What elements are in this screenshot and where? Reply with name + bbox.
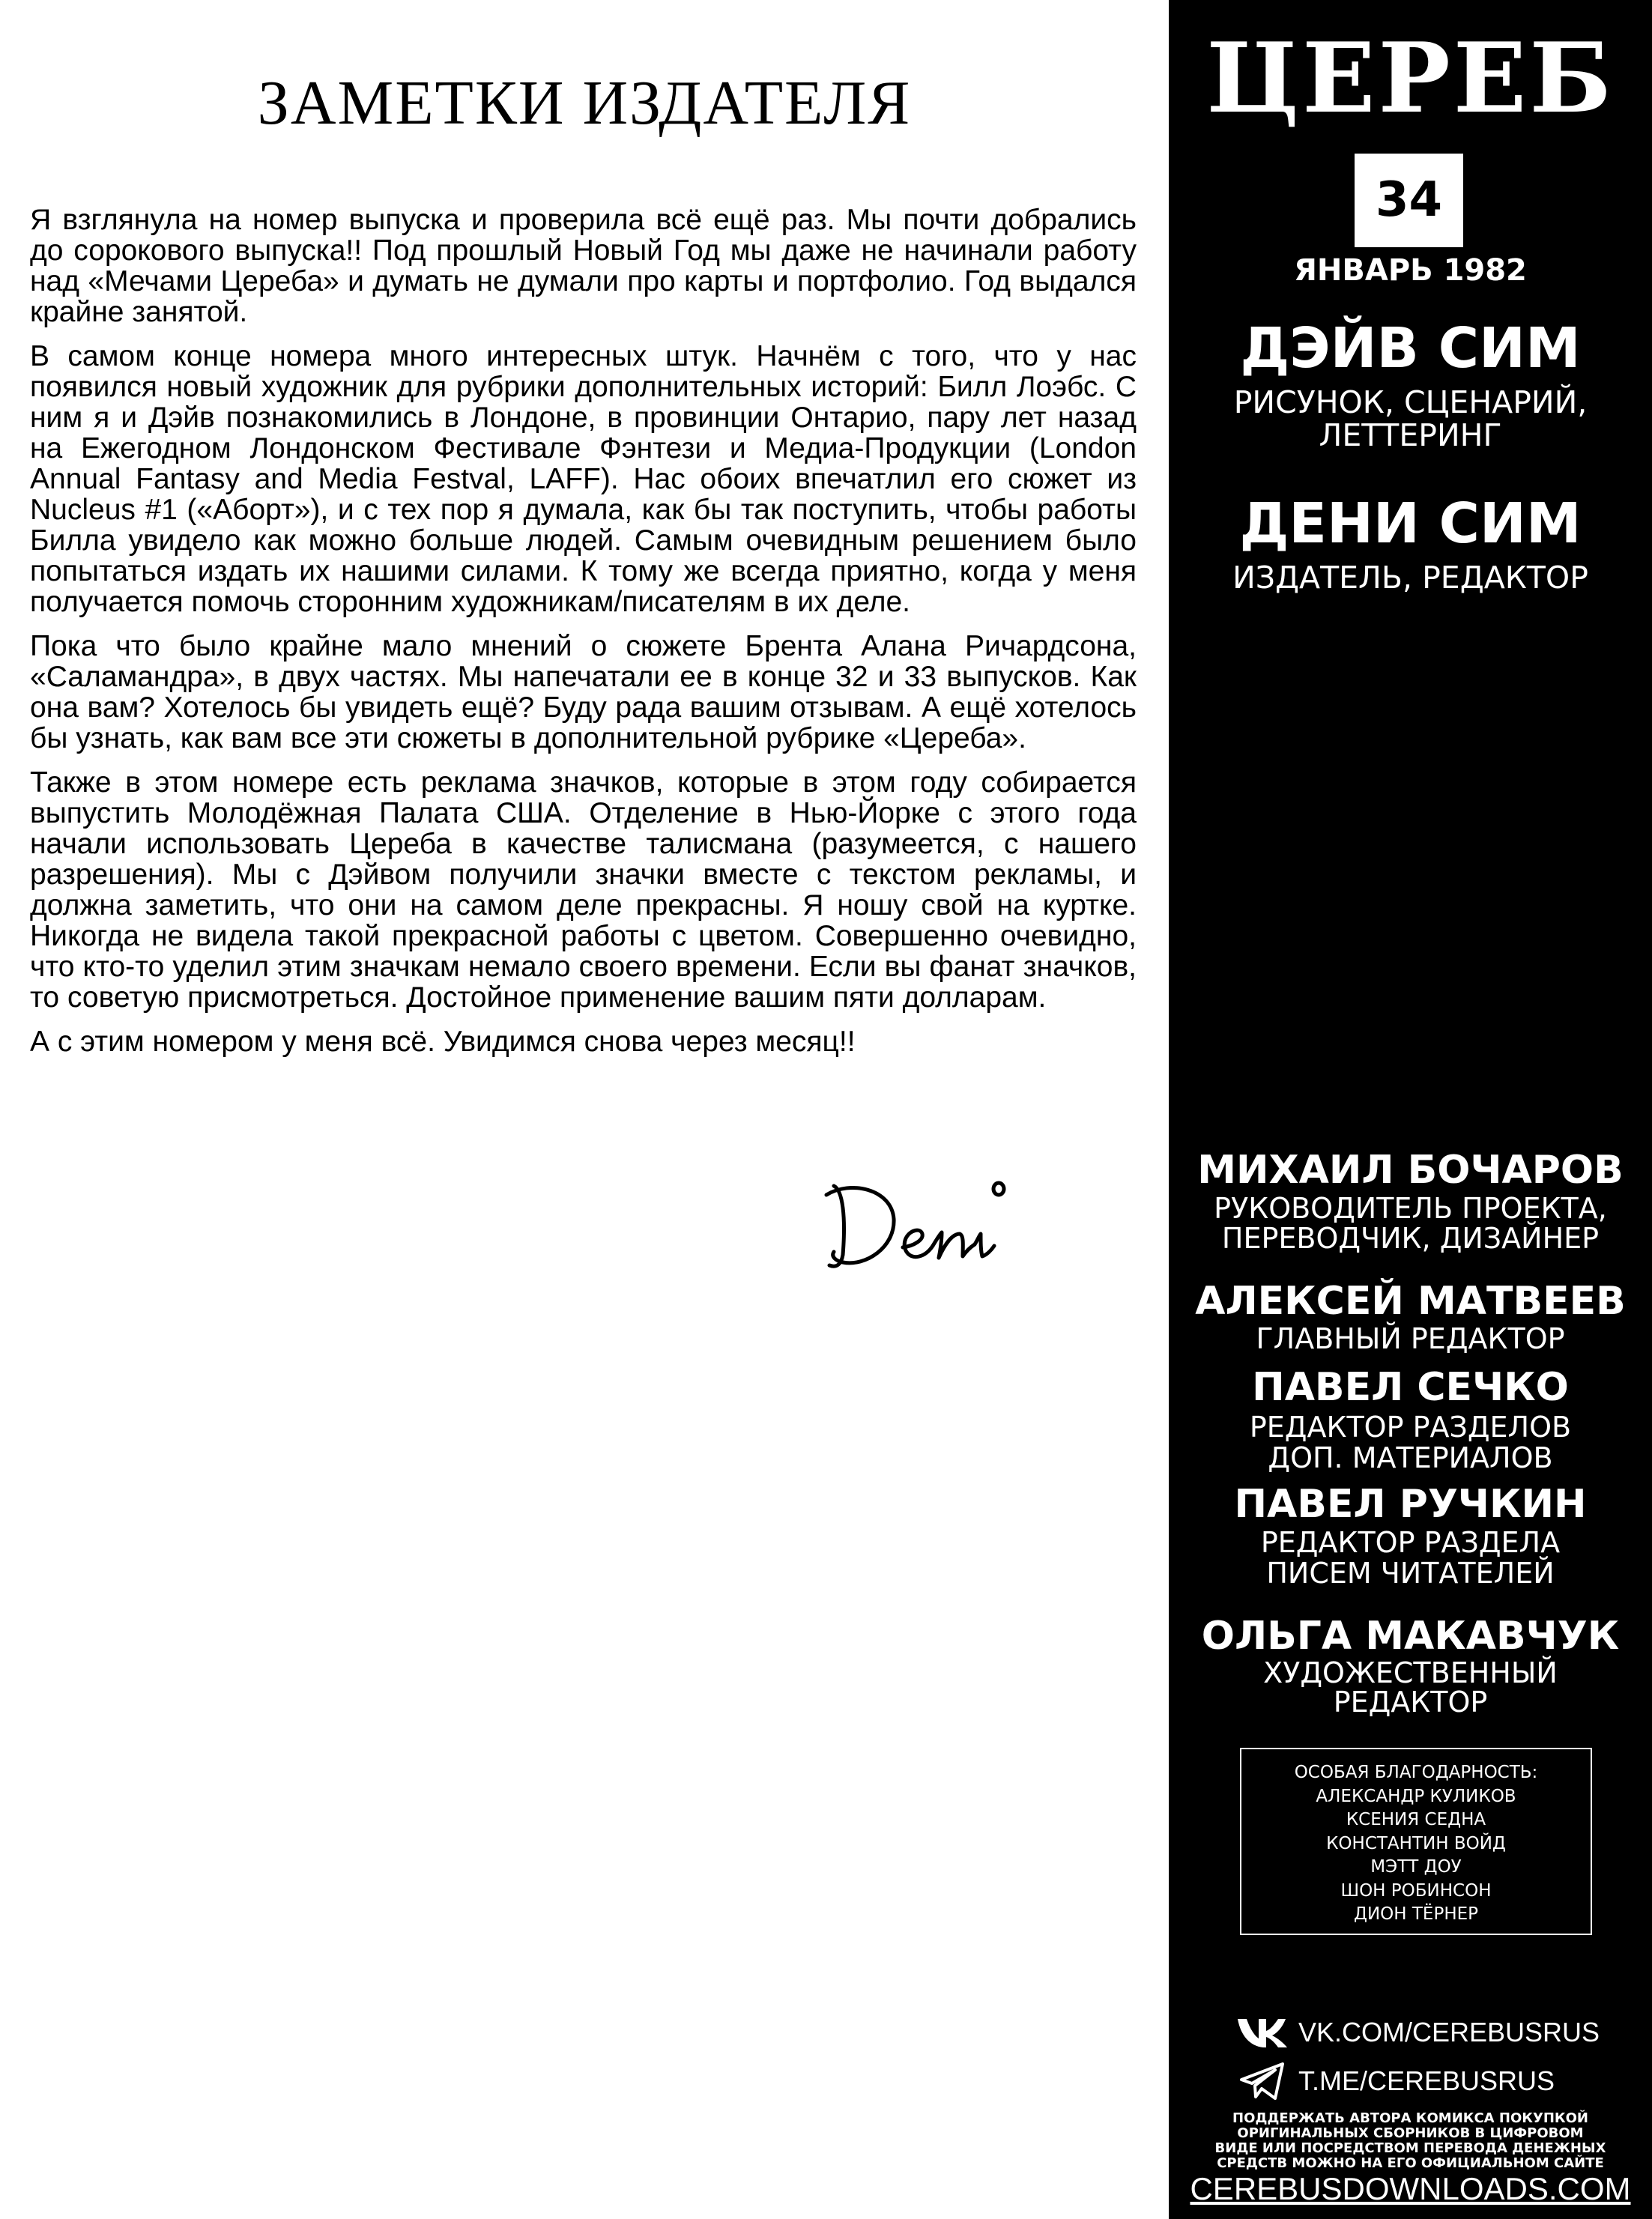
credit-name-mikhail-bocharov: МИХАИЛ БОЧАРОВ <box>1197 1148 1624 1193</box>
credits-sidebar <box>1169 0 1652 2219</box>
special-thanks-box <box>1240 1748 1592 1935</box>
credit-role: ХУДОЖЕСТВЕННЫЙ <box>1263 1656 1558 1689</box>
thanks-name: ДИОН ТЁРНЕР <box>1353 1904 1479 1924</box>
credit-role: РИСУНОК, СЦЕНАРИЙ, <box>1233 384 1588 420</box>
support-line: ПОДДЕРЖАТЬ АВТОРА КОМИКСА ПОКУПКОЙ <box>1232 2110 1588 2126</box>
vk-icon <box>1232 2011 1292 2053</box>
vk-link[interactable] <box>1232 2010 1622 2055</box>
letter-body <box>30 205 1137 1071</box>
credit-role: РЕДАКТОР РАЗДЕЛОВ <box>1249 1411 1572 1444</box>
credit-name-dave-sim: ДЭЙВ СИМ <box>1240 316 1581 381</box>
letter-paragraph: Также в этом номере есть реклама значков, которые в этом году собирается выпустить Молодёжная Палата США. Отделение в Нью-Йорке с этого года начали использовать Цереба в качестве талисмана (разумеется, с нашего разрешения). Мы с Дэйвом получили значки вместе с текстом рекламы, и должна заметить, что они на самом деле прекрасны. Я ношу свой на куртке. Никогда не видела такой прекрасной работы с цветом. Совершенно очевидно, что кто-то уделил этим значкам немало своего времени. Если вы фанат значков, то советую присмотреться. Достойное применение вашим пяти долларам. <box>30 766 1137 1014</box>
thanks-name: КОНСТАНТИН ВОЙД <box>1326 1833 1506 1853</box>
letter-paragraph: Я взглянула на номер выпуска и проверила всё ещё раз. Мы почти добрались до сорокового выпуска!! Под прошлый Новый Год мы даже не начинали работу над «Мечами Цереба» и думать не думали про карты и портфолио. Год выдался крайне занятой. <box>30 204 1137 328</box>
thanks-name: ШОН РОБИНСОН <box>1340 1880 1492 1901</box>
support-line: СРЕДСТВ МОЖНО НА ЕГО ОФИЦИАЛЬНОМ САЙТЕ <box>1217 2155 1604 2171</box>
letter-paragraph: В самом конце номера много интересных штук. Начнём с того, что у нас появился новый художник для рубрики дополнительных историй: Билл Лоэбс. С ним я и Дэйв познакомились в Лондоне, в провинции Онтарио, пару лет назад на Ежегодном Лондонском Фестивале Фэнтези и Медиа-Продукции (London Annual Fantasy and Media Festval, LAFF). Нас обоих впечатлил его сюжет из Nucleus #1 («Аборт»), и с тех пор я думала, как бы так поступить, чтобы работы Билла увидело как можно больше людей. Самым очевидным решением было попытаться издать их нашими силами. К тому же всегда приятно, когда у меня получается помочь сторонним художникам/писателям в их деле. <box>30 340 1137 618</box>
cerebusdownloads-link[interactable]: CEREBUSDOWNLOADS.COM <box>1190 2171 1631 2206</box>
credit-name-deni-sim: ДЕНИ СИМ <box>1239 491 1582 556</box>
credit-role: ИЗДАТЕЛЬ, РЕДАКТОР <box>1232 560 1588 596</box>
thanks-name: КСЕНИЯ СЕДНА <box>1346 1810 1486 1829</box>
special-thanks-heading: ОСОБАЯ БЛАГОДАРНОСТЬ: <box>1294 1763 1538 1782</box>
credit-name-pavel-ruchkin: ПАВЕЛ РУЧКИН <box>1234 1482 1587 1527</box>
credit-role: РЕДАКТОР <box>1333 1686 1488 1719</box>
credit-role: РУКОВОДИТЕЛЬ ПРОЕКТА, <box>1214 1192 1607 1225</box>
credit-role: ГЛАВНЫЙ РЕДАКТОР <box>1256 1322 1565 1355</box>
credit-role: РЕДАКТОР РАЗДЕЛА <box>1260 1526 1561 1559</box>
vk-link-label: VK.COM/CEREBUSRUS <box>1298 2017 1600 2047</box>
handwritten-signature <box>820 1172 1045 1285</box>
telegram-icon <box>1232 2060 1292 2102</box>
support-author-note <box>1169 2111 1652 2171</box>
credit-name-aleksey-matveev: АЛЕКСЕЙ МАТВЕЕВ <box>1195 1279 1626 1324</box>
thanks-name: АЛЕКСАНДР КУЛИКОВ <box>1316 1786 1516 1806</box>
credit-role: ПЕРЕВОДЧИК, ДИЗАЙНЕР <box>1221 1222 1600 1255</box>
page-title: ЗАМЕТКИ ИЗДАТЕЛЯ <box>257 68 912 138</box>
issue-number-badge: 34 <box>1355 154 1463 247</box>
credit-role: ЛЕТТЕРИНГ <box>1319 417 1502 453</box>
credit-name-olga-makavchuk: ОЛЬГА МАКАВЧУК <box>1201 1614 1620 1659</box>
support-line: ВИДЕ ИЛИ ПОСРЕДСТВОМ ПЕРЕВОДА ДЕНЕЖНЫХ <box>1214 2140 1606 2156</box>
support-line: ОРИГИНАЛЬНЫХ СБОРНИКОВ В ЦИФРОВОМ <box>1237 2125 1584 2141</box>
credit-role: ПИСЕМ ЧИТАТЕЛЕЙ <box>1266 1557 1555 1590</box>
credit-name-pavel-sechko: ПАВЕЛ СЕЧКО <box>1252 1365 1569 1410</box>
letter-paragraph: Пока что было крайне мало мнений о сюжете Брента Алана Ричардсона, «Саламандра», в двух частях. Мы напечатали ее в конце 32 и 33 выпусков. Как она вам? Хотелось бы увидеть ещё? Буду рада вашим отзывам. А ещё хотелось бы узнать, как вам все эти сюжеты в дополнительной рубрике «Цереба». <box>30 630 1137 754</box>
cerebus-logo: ЦЕРЕБ <box>1206 22 1615 135</box>
thanks-name: МЭТТ ДОУ <box>1370 1857 1462 1877</box>
credit-role: ДОП. МАТЕРИАЛОВ <box>1268 1441 1553 1474</box>
telegram-link[interactable] <box>1232 2059 1622 2104</box>
telegram-link-label: T.ME/CEREBUSRUS <box>1298 2065 1555 2096</box>
letter-closing: А с этим номером у меня всё. Увидимся снова через месяц!! <box>30 1026 856 1058</box>
issue-date: ЯНВАРЬ 1982 <box>1294 253 1527 288</box>
